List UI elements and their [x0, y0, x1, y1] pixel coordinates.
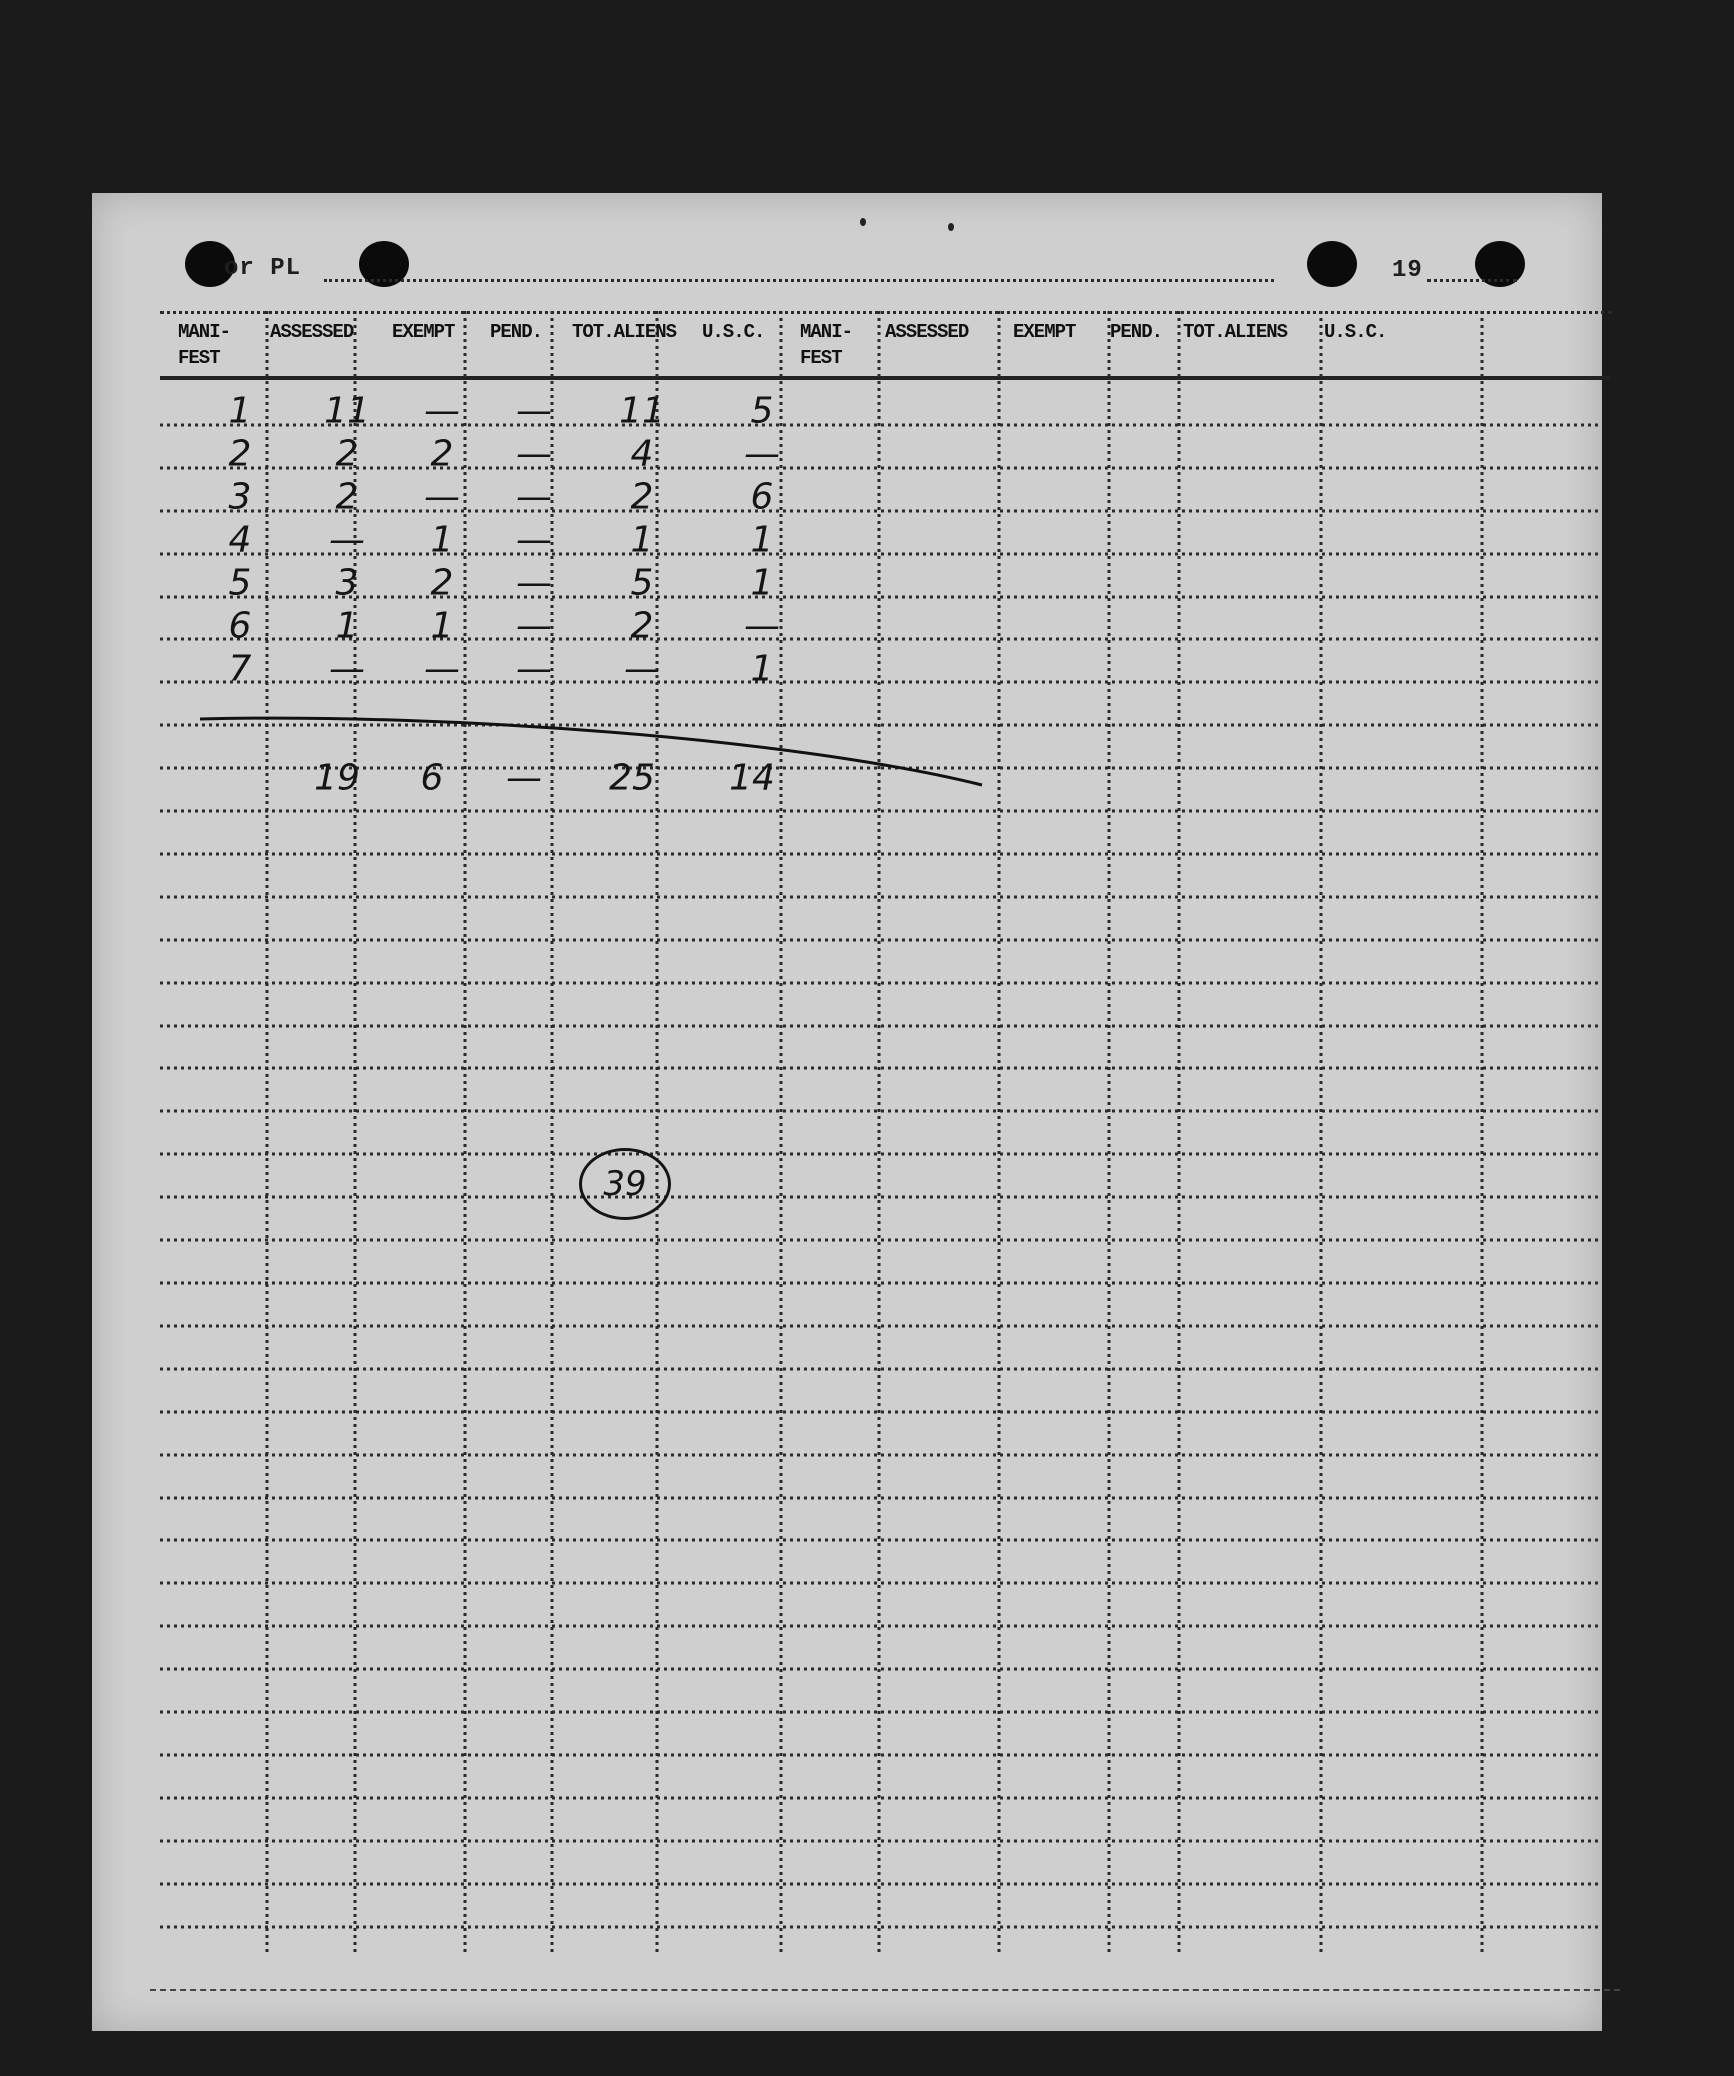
total-pend: — — [506, 757, 542, 799]
cell-assessed: — — [329, 519, 365, 561]
cell-pend: — — [516, 433, 552, 475]
cell-tot-aliens: 2 — [630, 476, 654, 518]
column-header: PEND. — [490, 321, 543, 343]
column-header: TOT.ALIENS — [1183, 321, 1288, 343]
cell-manifest: 2 — [228, 433, 252, 475]
cell-exempt: — — [424, 390, 460, 432]
cell-exempt: 1 — [430, 605, 454, 647]
year-label: 19 — [1392, 257, 1423, 284]
cell-pend: — — [516, 390, 552, 432]
total-assessed: 19 — [314, 757, 360, 799]
cell-tot-aliens: 4 — [630, 433, 654, 475]
cell-assessed: 11 — [324, 390, 370, 432]
bottom-rule — [150, 1989, 1620, 1991]
totals-underline-stroke — [92, 193, 1602, 2031]
cell-assessed: — — [329, 648, 365, 690]
cell-usc: 1 — [750, 562, 774, 604]
cell-exempt: 2 — [430, 562, 454, 604]
cell-exempt: — — [424, 476, 460, 518]
cell-assessed: 2 — [335, 476, 359, 518]
cell-tot-aliens: 5 — [630, 562, 654, 604]
column-header: PEND. — [1110, 321, 1163, 343]
cell-exempt: — — [424, 648, 460, 690]
circled-number: 39 — [579, 1148, 671, 1220]
cell-manifest: 4 — [228, 519, 252, 561]
cell-usc: — — [744, 605, 780, 647]
column-header: U.S.C. — [702, 321, 765, 343]
cell-pend: — — [516, 476, 552, 518]
cell-pend: — — [516, 519, 552, 561]
cell-usc: — — [744, 433, 780, 475]
cell-assessed: 1 — [335, 605, 359, 647]
cell-manifest: 5 — [228, 562, 252, 604]
column-header: EXEMPT — [392, 321, 455, 343]
cell-exempt: 2 — [430, 433, 454, 475]
column-header: MANI- FEST — [178, 321, 231, 369]
cell-assessed: 3 — [335, 562, 359, 604]
cell-usc: 6 — [750, 476, 774, 518]
cell-tot-aliens: 1 — [630, 519, 654, 561]
paper-sheet — [92, 193, 1602, 2031]
cell-assessed: 2 — [335, 433, 359, 475]
cell-pend: — — [516, 648, 552, 690]
column-header: TOT.ALIENS — [572, 321, 677, 343]
cell-usc: 1 — [750, 648, 774, 690]
cell-usc: 5 — [750, 390, 774, 432]
cell-tot-aliens: — — [624, 648, 660, 690]
total-exempt: 6 — [420, 757, 444, 799]
port-label: or PL — [224, 255, 302, 282]
total-tot-aliens: 25 — [609, 757, 655, 799]
cell-exempt: 1 — [430, 519, 454, 561]
column-header: ASSESSED — [270, 321, 354, 343]
cell-tot-aliens: 2 — [630, 605, 654, 647]
cell-manifest: 7 — [228, 648, 252, 690]
column-header: MANI- FEST — [800, 321, 853, 369]
column-header: U.S.C. — [1324, 321, 1387, 343]
cell-manifest: 3 — [228, 476, 252, 518]
cell-manifest: 1 — [228, 390, 252, 432]
cell-pend: — — [516, 605, 552, 647]
cell-pend: — — [516, 562, 552, 604]
cell-manifest: 6 — [228, 605, 252, 647]
total-usc: 14 — [729, 757, 775, 799]
column-header: EXEMPT — [1013, 321, 1076, 343]
column-header: ASSESSED — [885, 321, 969, 343]
cell-tot-aliens: 11 — [619, 390, 665, 432]
cell-usc: 1 — [750, 519, 774, 561]
